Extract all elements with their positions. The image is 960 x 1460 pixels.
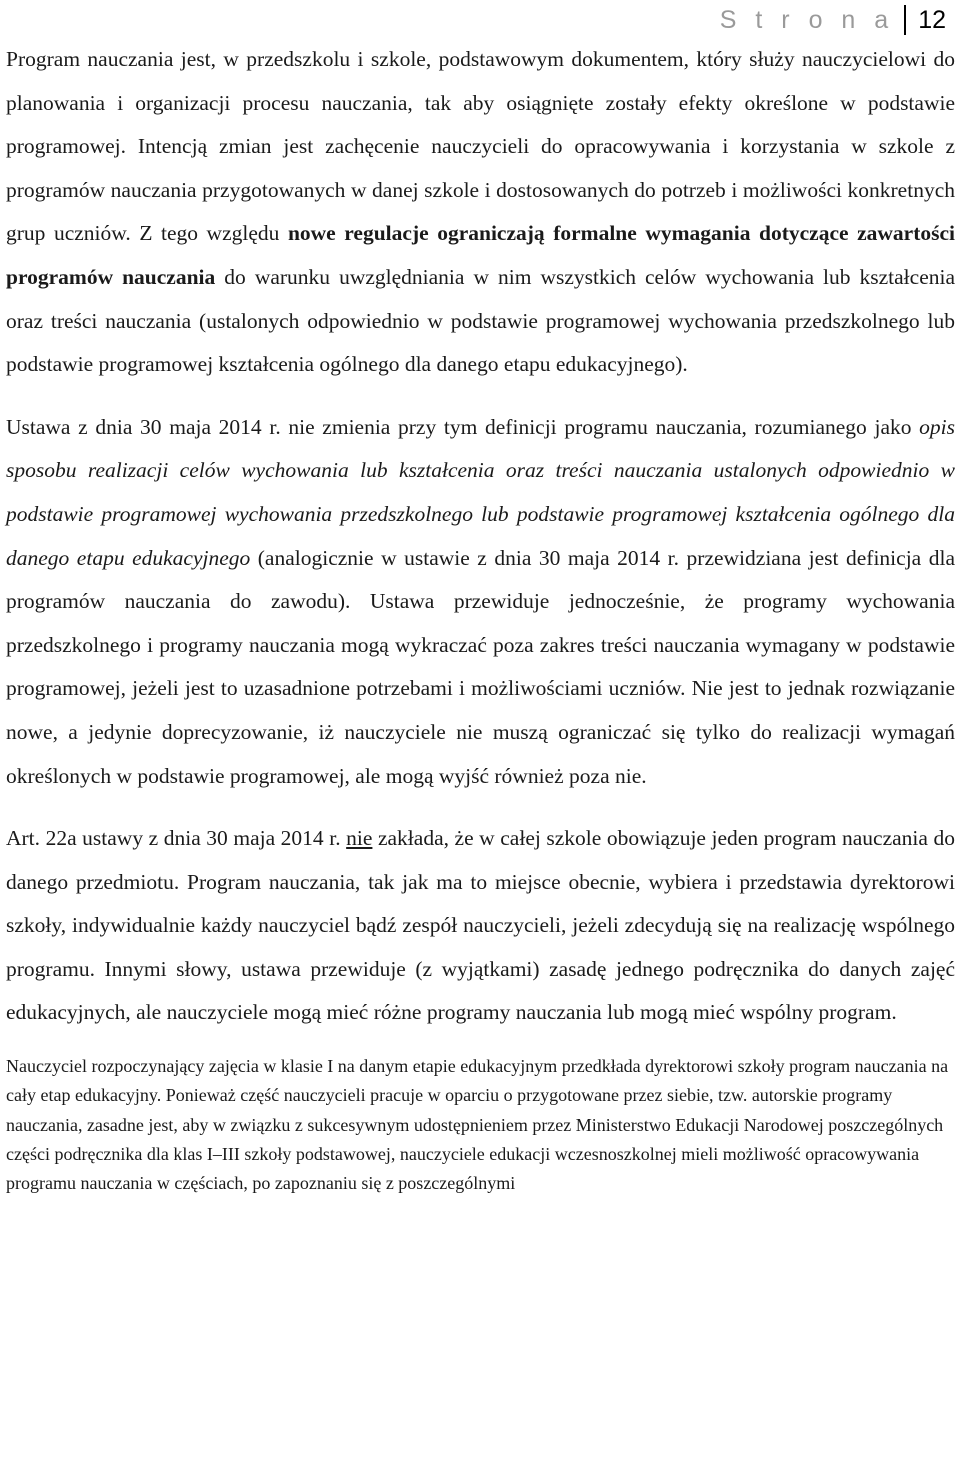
header-divider: [904, 5, 906, 35]
paragraph-text: Ustawa z dnia 30 maja 2014 r. nie zmienia przy tym definicji programu nauczania, rozumianego jako: [6, 414, 920, 439]
underlined-word: nie: [346, 826, 373, 851]
page-number: 12: [918, 5, 946, 34]
paragraph-statute-definition: [6, 406, 955, 798]
paragraph-teacher-program: Nauczyciel rozpoczynający zajęcia w klasie I na danym etapie edukacyjnym przedkłada dyrektorowi szkoły program nauczania na cały etap edukacyjny. Ponieważ część nauczycieli pracuje w oparciu o przygotowane przez siebie, tzw. autorskie programy nauczania, zasadne jest, aby w związku z sukcesywnym udostępnieniem przez Ministerstwo Edukacji Narodowej poszczególnych części podręcznika dla klas I–III szkoły podstawowej, nauczyciele edukacji wczesnoszkolnej mieli możliwość opracowywania programu nauczania w częściach, po zapoznaniu się z poszczególnymi: [6, 1056, 949, 1194]
document-body: [6, 38, 955, 1199]
paragraph-text: Art. 22a ustawy z dnia 30 maja 2014 r.: [6, 826, 347, 851]
paragraph-text: zakłada, że w całej szkole obowiązuje jeden program nauczania do danego przedmiotu. Program nauczania, tak jak ma to miejsce obecnie, wybiera i przedstawia dyrektorowi szkoły, indywidualnie każdy nauczyciel bądź zespół nauczycieli, jeżeli zdecydują się na realizację wspólnego programu. Innymi słowy, ustawa przewiduje (z wyjątkami) zasadę jednego podręcznika do danych zajęć edukacyjnych, ale nauczyciele mogą mieć różne programy nauczania lub mogą mieć wspólny program.: [6, 826, 955, 1025]
paragraph-text: (analogicznie w ustawie z dnia 30 maja 2014 r. przewidziana jest definicja dla programów nauczania do zawodu). Ustawa przewiduje jednocześnie, że programy wychowania przedszkolnego i programy nauczania mogą wykraczać poza zakres treści nauczania wymagany w podstawie programowej, jeżeli jest to uzasadnione potrzebami i możliwościami uczniów. Nie jest to jednak rozwiązanie nowe, a jedynie doprecyzowanie, iż nauczyciele nie muszą ograniczać się tylko do realizacji wymagań określonych w podstawie programowej, ale mogą wyjść również poza nie.: [6, 545, 955, 788]
italic-definition: opis sposobu realizacji celów wychowania lub kształcenia oraz treści nauczania ustalonych odpowiednio w podstawie programowej wychowania przedszkolnego lub podstawie programowej kształcenia ogólnego dla danego etapu edukacyjnego: [6, 414, 955, 570]
paragraph-text: Program nauczania jest, w przedszkolu i szkole, podstawowym dokumentem, który służy nauczycielowi do planowania i organizacji procesu nauczania, tak aby osiągnięte zostały efekty określone w podstawie programowej. Intencją zmian jest zachęcenie nauczycieli do opracowywania i korzystania w szkole z programów nauczania przygotowanych w danej szkole i dostosowanych do potrzeb i możliwości konkretnych grup uczniów. Z tego względu: [6, 47, 955, 246]
page-header: [720, 0, 946, 40]
bold-emphasis: nowe regulacje ograniczają formalne wymagania dotyczące zawartości programów nauczania: [6, 221, 955, 289]
paragraph-article-22a: [6, 817, 955, 1035]
paragraph-program-definition: [6, 38, 955, 387]
paragraph-text: do warunku uwzględniania w nim wszystkich celów wychowania lub kształcenia oraz treści nauczania (ustalonych odpowiednio w podstawie programowej wychowania przedszkolnego lub podstawie programowej kształcenia ogólnego dla danego etapu edukacyjnego).: [6, 264, 956, 377]
page-label: S t r o n a: [719, 5, 895, 34]
